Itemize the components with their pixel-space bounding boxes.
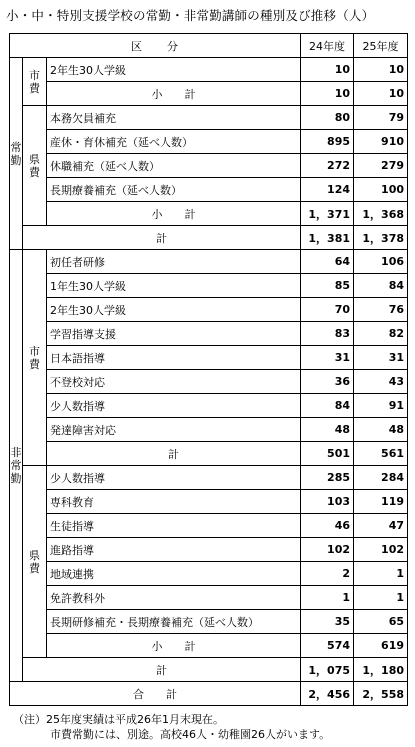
value-24: 35 — [301, 610, 354, 634]
row-label: 少人数指導 — [47, 394, 301, 418]
value-24: 1，381 — [301, 226, 354, 250]
grand-total-label: 合 計 — [10, 682, 301, 706]
row-label: 学習指導支援 — [47, 322, 301, 346]
table-row — [10, 130, 408, 154]
value-24: 2 — [301, 562, 354, 586]
subtotal-label: 小 計 — [47, 82, 301, 106]
fulltime-label-text — [10, 141, 22, 167]
value-25: 106 — [354, 250, 408, 274]
table-row — [10, 322, 408, 346]
row-label: 2年生30人学級 — [47, 298, 301, 322]
vertical-char: 常 — [10, 140, 22, 154]
table-row — [10, 58, 408, 82]
value-24: 895 — [301, 130, 354, 154]
row-label: 本務欠員補充 — [47, 106, 301, 130]
table-row — [10, 202, 408, 226]
value-24: 85 — [301, 274, 354, 298]
value-25: 82 — [354, 322, 408, 346]
value-24: 102 — [301, 538, 354, 562]
row-label: 産休・育休補充（延べ人数） — [47, 130, 301, 154]
row-label: 不登校対応 — [47, 370, 301, 394]
value-25: 31 — [354, 346, 408, 370]
table-row — [10, 610, 408, 634]
page-title: 小・中・特別支援学校の常勤・非常勤講師の種別及び推移（人） — [6, 8, 375, 23]
value-24: 80 — [301, 106, 354, 130]
value-25: 910 — [354, 130, 408, 154]
value-24: 70 — [301, 298, 354, 322]
row-label: 生徒指導 — [47, 514, 301, 538]
value-25: 1，180 — [354, 658, 408, 682]
row-label: 休職補充（延べ人数） — [47, 154, 301, 178]
value-25: 47 — [354, 514, 408, 538]
value-25: 1 — [354, 562, 408, 586]
table-row — [10, 418, 408, 442]
fulltime-label — [10, 58, 23, 250]
table-row — [10, 346, 408, 370]
value-25: 2，558 — [354, 682, 408, 706]
footnote-line-2: 市費常勤には、別途。高校46人・幼稚園26人がいます。 — [50, 728, 331, 741]
table-row — [10, 562, 408, 586]
row-label: 長期療養補充（延べ人数） — [47, 178, 301, 202]
table-row — [10, 370, 408, 394]
header-25: 25年度 — [354, 34, 408, 58]
vertical-char: 費 — [29, 561, 40, 575]
row-label: 発達障害対応 — [47, 418, 301, 442]
value-25: 119 — [354, 490, 408, 514]
value-24: 501 — [301, 442, 354, 466]
fulltime-pref-label-text — [23, 153, 46, 179]
value-24: 83 — [301, 322, 354, 346]
value-25: 102 — [354, 538, 408, 562]
row-label: 長期研修補充・長期療養補充（延べ人数） — [47, 610, 301, 634]
total-label: 計 — [23, 226, 301, 250]
vertical-char: 市 — [29, 68, 40, 82]
table-row — [10, 394, 408, 418]
parttime-city-label — [23, 250, 47, 466]
vertical-char: 勤 — [10, 153, 22, 167]
fulltime-city-label-text — [23, 69, 46, 95]
value-24: 64 — [301, 250, 354, 274]
value-25: 76 — [354, 298, 408, 322]
value-25: 279 — [354, 154, 408, 178]
parttime-label-text — [10, 446, 22, 485]
footnote-line-1: （注）25年度実績は平成26年1月末現在。 — [13, 713, 224, 726]
parttime-label — [10, 250, 23, 682]
value-25: 100 — [354, 178, 408, 202]
value-25: 1，368 — [354, 202, 408, 226]
value-25: 91 — [354, 394, 408, 418]
vertical-char: 非 — [10, 446, 22, 459]
row-label: 免許教科外 — [47, 586, 301, 610]
table-row — [10, 34, 408, 58]
subtotal-label: 小 計 — [47, 634, 301, 658]
value-24: 1 — [301, 586, 354, 610]
table-row — [10, 586, 408, 610]
row-label: 初任者研修 — [47, 250, 301, 274]
table-row — [10, 634, 408, 658]
value-25: 79 — [354, 106, 408, 130]
row-label: 1年生30人学級 — [47, 274, 301, 298]
instructor-table — [9, 33, 408, 706]
row-label: 地域連携 — [47, 562, 301, 586]
row-label: 少人数指導 — [47, 466, 301, 490]
value-25: 619 — [354, 634, 408, 658]
row-label: 専科教育 — [47, 490, 301, 514]
table-row — [10, 538, 408, 562]
row-label: 2年生30人学級 — [47, 58, 301, 82]
value-24: 48 — [301, 418, 354, 442]
parttime-pref-label — [23, 466, 47, 658]
table-row — [10, 154, 408, 178]
table-row — [10, 106, 408, 130]
value-24: 46 — [301, 514, 354, 538]
vertical-char: 費 — [29, 165, 40, 179]
value-24: 1，371 — [301, 202, 354, 226]
table-row — [10, 442, 408, 466]
value-25: 65 — [354, 610, 408, 634]
value-24: 2，456 — [301, 682, 354, 706]
parttime-pref-label-text — [23, 549, 46, 575]
value-25: 284 — [354, 466, 408, 490]
table-row — [10, 514, 408, 538]
row-label: 日本語指導 — [47, 346, 301, 370]
table-row — [10, 178, 408, 202]
vertical-char: 常 — [10, 459, 22, 472]
value-24: 124 — [301, 178, 354, 202]
value-25: 10 — [354, 82, 408, 106]
value-24: 36 — [301, 370, 354, 394]
city-total-label: 計 — [47, 442, 301, 466]
table-row — [10, 226, 408, 250]
total-label: 計 — [23, 658, 301, 682]
value-24: 574 — [301, 634, 354, 658]
footnote — [13, 712, 330, 742]
table-row — [10, 466, 408, 490]
vertical-char: 県 — [29, 152, 40, 166]
vertical-char: 勤 — [10, 472, 22, 485]
value-25: 48 — [354, 418, 408, 442]
table-row — [10, 658, 408, 682]
value-24: 1，075 — [301, 658, 354, 682]
table-row — [10, 682, 408, 706]
value-25: 10 — [354, 58, 408, 82]
header-category: 区 分 — [10, 34, 301, 58]
table-row — [10, 82, 408, 106]
vertical-char: 費 — [29, 357, 40, 371]
value-25: 43 — [354, 370, 408, 394]
value-24: 285 — [301, 466, 354, 490]
table-row — [10, 490, 408, 514]
vertical-char: 費 — [29, 81, 40, 95]
table-row — [10, 274, 408, 298]
parttime-city-label-text — [23, 345, 46, 371]
vertical-char: 県 — [29, 548, 40, 562]
value-24: 272 — [301, 154, 354, 178]
value-25: 1，378 — [354, 226, 408, 250]
value-25: 1 — [354, 586, 408, 610]
value-25: 84 — [354, 274, 408, 298]
value-24: 31 — [301, 346, 354, 370]
table-row — [10, 298, 408, 322]
header-24: 24年度 — [301, 34, 354, 58]
value-24: 10 — [301, 82, 354, 106]
fulltime-city-label — [23, 58, 47, 106]
value-25: 561 — [354, 442, 408, 466]
value-24: 10 — [301, 58, 354, 82]
value-24: 103 — [301, 490, 354, 514]
table-row — [10, 250, 408, 274]
subtotal-label: 小 計 — [47, 202, 301, 226]
vertical-char: 市 — [29, 344, 40, 358]
value-24: 84 — [301, 394, 354, 418]
fulltime-pref-label — [23, 106, 47, 226]
row-label: 進路指導 — [47, 538, 301, 562]
